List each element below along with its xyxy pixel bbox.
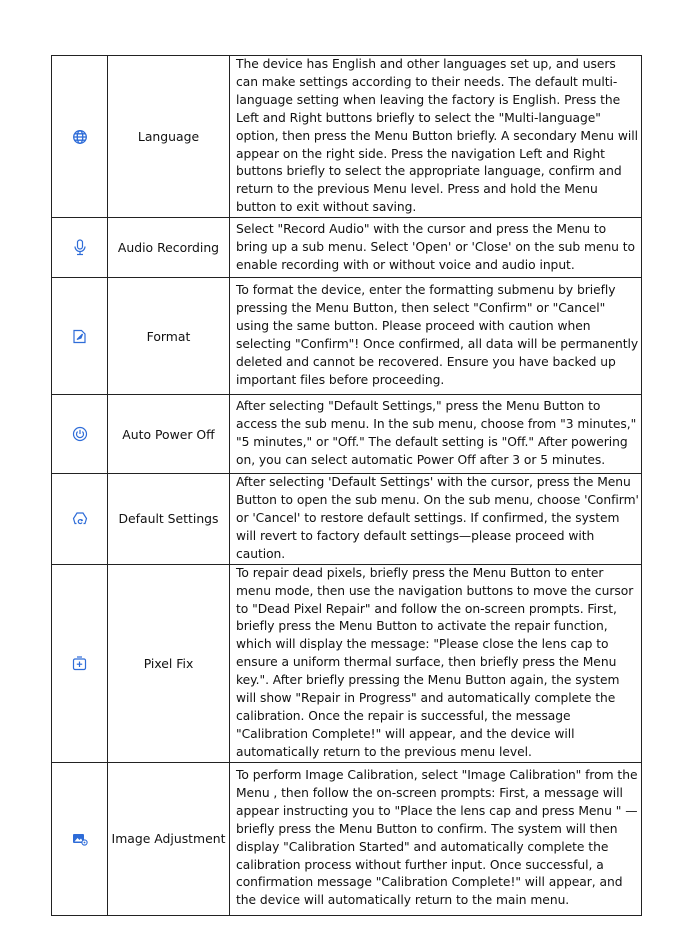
format-icon [52, 329, 107, 344]
setting-name: Audio Recording [108, 218, 230, 278]
table-row [52, 278, 642, 395]
icon-cell [52, 56, 108, 218]
icon-cell [52, 218, 108, 278]
setting-description: To repair dead pixels, briefly press the Menu Button to enter menu mode, then use the navigation buttons to move the cursor to "Dead Pixel Repair" and follow the on-screen prompts. First, briefly press the Menu Button to activate the repair function, which will display the message: "Please close the lens cap to ensure a uniform thermal surface, then briefly press the Menu key.". After briefly pressing the Menu Button again, the system will show "Repair in Progress" and automatically complete the calibration. Once the repair is successful, the message "Calibration Complete!" will appear, and the device will automatically return to the previous menu level. [230, 564, 642, 762]
setting-description: The device has English and other languages set up, and users can make settings according to their needs. The default multi-language setting when leaving the factory is English. Press the Left and Right buttons briefly to select the "Multi-language" option, then press the Menu Button briefly. A secondary Menu will appear on the right side. Press the navigation Left and Right buttons briefly to select the appropriate language, confirm and return to the previous Menu level. Press and hold the Menu button to exit without saving. [230, 56, 642, 218]
setting-name: Auto Power Off [108, 395, 230, 474]
table-row [52, 395, 642, 474]
settings-table [51, 55, 642, 916]
restore-icon [52, 511, 107, 526]
table-row [52, 762, 642, 915]
setting-description: To format the device, enter the formatting submenu by briefly pressing the Menu Button, then select "Confirm" or "Cancel" using the same button. Please proceed with caution when selecting "Confirm"! Once confirmed, all data will be permanently deleted and cannot be recovered. Ensure you have backed up important files before proceeding. [230, 278, 642, 395]
setting-description: After selecting 'Default Settings' with the cursor, press the Menu Button to open the sub menu. On the sub menu, choose 'Confirm' or 'Cancel' to restore default settings. If confirmed, the system will revert to factory default settings—please proceed with caution. [230, 474, 642, 565]
pixel-fix-icon [52, 656, 107, 671]
globe-icon [52, 129, 107, 145]
icon-cell [52, 762, 108, 915]
icon-cell [52, 474, 108, 565]
power-icon [52, 426, 107, 442]
image-adjust-icon [52, 832, 107, 846]
table-row [52, 474, 642, 565]
setting-description: After selecting "Default Settings," press the Menu Button to access the sub menu. In the sub menu, choose from "3 minutes," "5 minutes," or "Off." The default setting is "Off." After powering on, you can select automatic Power Off after 3 or 5 minutes. [230, 395, 642, 474]
setting-name: Pixel Fix [108, 564, 230, 762]
setting-description: Select "Record Audio" with the cursor and press the Menu to bring up a sub menu. Select 'Open' or 'Close' on the sub menu to enable recording with or without voice and audio input. [230, 218, 642, 278]
table-row [52, 564, 642, 762]
icon-cell [52, 564, 108, 762]
microphone-icon [52, 239, 107, 256]
setting-name: Image Adjustment [108, 762, 230, 915]
setting-name: Format [108, 278, 230, 395]
icon-cell [52, 278, 108, 395]
setting-description: To perform Image Calibration, select "Image Calibration" from the Menu , then follow the on-screen prompts: First, a message will appear instructing you to "Place the lens cap and press Menu " — briefly press the Menu Button to confirm. The system will then display "Calibration Started" and automatically complete the calibration process without further input. Once successful, a confirmation message "Calibration Complete!" will appear, and the device will automatically return to the main menu. [230, 762, 642, 915]
table-row [52, 218, 642, 278]
setting-name: Default Settings [108, 474, 230, 565]
icon-cell [52, 395, 108, 474]
setting-name: Language [108, 56, 230, 218]
table-row [52, 56, 642, 218]
